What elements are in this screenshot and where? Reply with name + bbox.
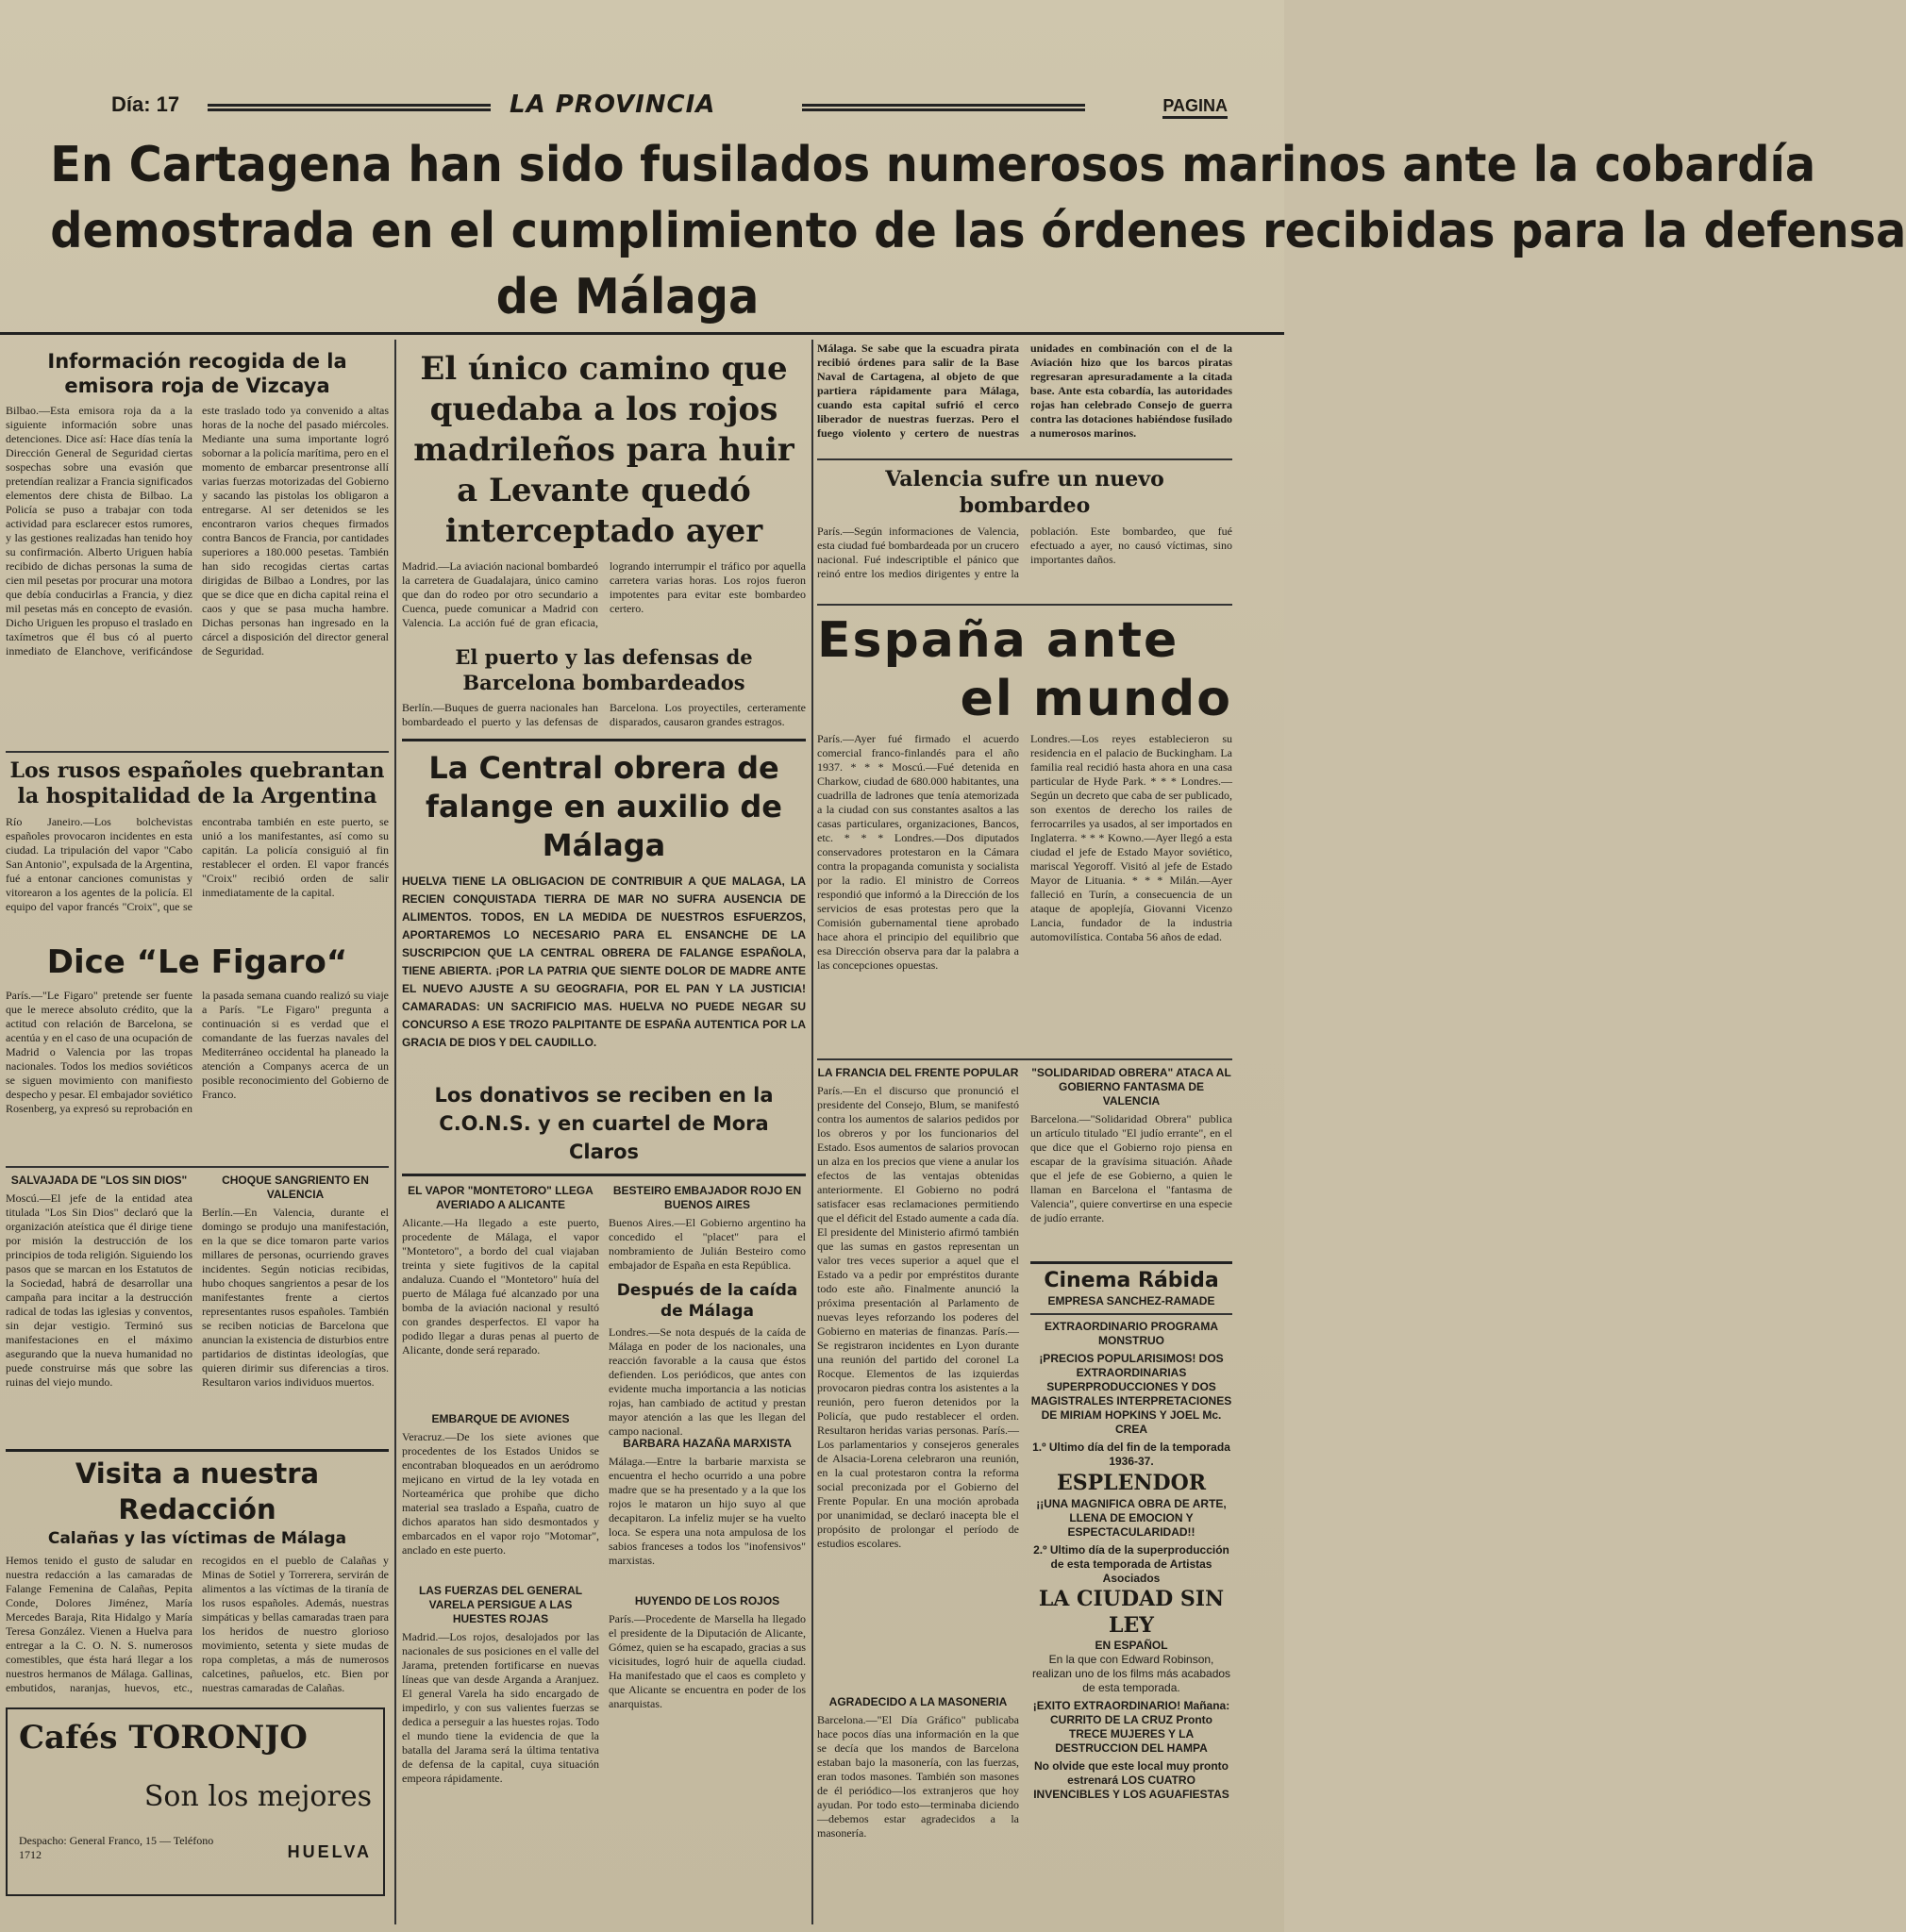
column-left (6, 349, 389, 1707)
caida-malaga-headline: Después de la caída de Málaga (616, 1281, 798, 1321)
figaro-body: París.—"Le Figaro" pretende ser fuente que le merece absoluto crédito, que la actitud con relación de Barcelona, se acentúa y en el caso de una ocupación de Madrid o Valencia por las tropas nacionales. Todos los medios soviéticos se siguen movimiento con manifiesto despecho y pesar. El embajador soviético Rosenberg, ya expresó su reprobación en la pasada semana cuando realizó su viaje a París. "Le Figaro" pregunta a continuación si es verdad que el comandante de las fuerzas navales del Mediterráneo occidental ha planeado la atención a Companys acerca de un posible reconocimiento del Gobierno de Franco. (6, 989, 389, 1115)
divider (6, 1449, 389, 1452)
column-divider-1 (394, 340, 396, 1924)
divider (817, 458, 1232, 460)
solidaridad-headline: "SOLIDARIDAD OBRERA" ATACA AL GOBIERNO FANTASMA DE VALENCIA (1031, 1066, 1231, 1108)
cinema-item-2: 2.º Ultimo día de la superproducción de esta temporada de Artistas Asociados (1033, 1543, 1229, 1585)
barbara-headline: BARBARA HAZAÑA MARXISTA (623, 1437, 792, 1450)
francia-body: París.—En el discurso que pronunció el presidente del Consejo, Blum, se manifestó contra los aumentos de salarios pedidos por los obreros y por los funcionarios del Estado. Esos aumentos de salarios provocan un alza en los precios que viene a anular los efectos de las ventajas obtenidas anteriormente. El Gobierno no podrá satisfacer esas reclamaciones permitiendo que el déficit del Estado aumente a cada día. El presidente del Ministerio afirmó también que las sumas en gastos representan un valor tres veces superior a aquel que el Estado va a pedir por empréstitos durante todo este año. Finalmente anunció la próxima presentación al Parlamento de nuevas leyes reforzando los poderes del Gobierno en materias de finanzas. París.—Se registraron incidentes en Lyon durante una reunión del partido del coronel La Rocque. Elementos de las izquierdas provocaron piedras contra los asistentes a la reunión, pero fueron detenidos por la Policía, que pudo restablecer el orden. Resultaron heridas varias personas. París.—Los parlamentarios y consejeros generales de Alsacia-Lorena celebraron una reunión, en la cual protestaron contra la reforma social preconizada por el Gobierno del Frente Popular. En una moción aprobada por unanimidad, se declaró inacepta ble el propósito de prolongar el período de estudios escolares. (817, 1084, 1019, 1550)
masthead (104, 91, 1228, 125)
film-esplendor-desc: ¡¡UNA MAGNIFICA OBRA DE ARTE, LLENA DE EMOCION Y ESPECTACULARIDAD!! (1036, 1497, 1227, 1539)
espana-mundo-body-right: Londres.—Los reyes establecieron su residencia en el palacio de Buckingham. La familia real recidió hasta ahora en una casa particular de Hyde Park. * * * Londres.—Según un decreto que caba de ser publicado, son exentos de derecho los railes de ferrocarriles ya usados, al ser importados en Inglaterra. * * * Kowno.—Ayer llegó a esta ciudad el jefe de Estado Mayor soviético, mariscal Yegoroff. Visitó al jefe de Estado Mayor de Lituania. * * * Milán.—Ayer falleció en Turín, a consecuencia de un ataque de apoplejía, Giovanni Vicenzo Lancia, fundador de la industria automovilística. Contaba 56 años de edad. (1030, 732, 1232, 943)
cinema-olvide: No olvide que este local muy pronto estrenará LOS CUATRO INVENCIBLES Y LOS AGUAFIESTAS (1033, 1759, 1229, 1801)
masoneria-headline: AGRADECIDO A LA MASONERIA (828, 1695, 1008, 1708)
center-subcolumn-left (402, 1184, 599, 1814)
divider (1030, 1261, 1232, 1264)
film-ciudad-lang: EN ESPAÑOL (1095, 1639, 1168, 1652)
divider (817, 604, 1232, 606)
vizcaya-body: Bilbao.—Esta emisora roja da a la siguiente información sobre unas detenciones. Dice así: Hace días tenía la Dirección General de Seguridad ciertas sospechas sobre una evasión que pretendían realizar a Francia significados elementos dere chista de Bilbao. La Policía se puso a trabajar con toda actividad para esclarecer estos rumores, y las gestiones realizadas han tenido hoy su confirmación. Alberto Uriguen había recibido de dichas personas la suma de cien mil pesetas por procurar una motora que debía conducirlas a Francia, y diez mil pesetas más en concepto de evasión. Dicho Uriguen les propuso el traslado en taxímetros que él bus có al puerto inmediato de Elanchove, verificándose este traslado todo ya convenido a altas horas de la noche del pasado miércoles. Mediante una suma importante logró sobornar a la policía marítima, pero en el momento de embarcar presentronse allí varias fuerzas motorizadas del Gobierno y sacando las pistolas los obligaron a entregarse. Al ser detenidos se les encontraron varios cheques firmados contra Bancos de Francia, por cantidades superiores a 180.000 pesetas. También han sido recogidas ciertas cartas dirigidas de Bilbao a Londres, por las que se dice que en dicha capital reina el caos y que se pasa mucha hambre. Dichas personas han ingresado en la cárcel a disposición del director general de Seguridad. (6, 404, 389, 658)
toronjo-slogan: Son los mejores (143, 1780, 372, 1813)
newspaper-title: LA PROVINCIA (510, 91, 716, 119)
cinema-ad (1030, 1268, 1232, 1802)
unico-camino-headline: El único camino que quedaba a los rojos madrileños para huir a Levante quedó interceptado ayer (413, 350, 794, 550)
toronjo-address: Despacho: General Franco, 15 — Teléfono 1712 (19, 1834, 214, 1861)
choque-body: Berlín.—En Valencia, durante el domingo se produjo una manifestación, en la que se dice tomaron parte varios millares de personas, ocurriendo graves incidentes. Según noticias recibidas, hubo choques sangrientos a pesar de los manifestantes frente a ciertos representantes rusos españoles. También se reciben noticias de Barcelona que anuncian la existencia de disturbios entre partidarios de distintas ideologías, que quieren dirimir sus diferencias a tiros. Resultaron varios individuos muertos. (202, 1206, 389, 1389)
aviones-headline: EMBARQUE DE AVIONES (431, 1412, 570, 1425)
espana-mundo-body-left: París.—Ayer fué firmado el acuerdo comercial franco-finlandés para el año 1937. * * * Moscú.—Fué detenida en Charkow, ciudad de 680.000 habitantes, una cuadrilla de ladrones que tenía atemorizada a la ciudad con sus constantes asaltos a las casas particulares, organizaciones, Bancos, etc. * * * Londres.—Dos diputados conservadores protestaron en la Cámara contra la propaganda comunista y socialista por la radio. El ministro de Correos respondió que informó a la Dirección de los servicios de esas protestas pero que la Comisión gubernamental tiene aprobado hace ahora el principio del equilibrio que esa Dirección observa para dar la palabra a las concepciones opuestas. (817, 732, 1019, 972)
column-right (817, 341, 1232, 1926)
cinema-programa: EXTRAORDINARIO PROGRAMA MONSTRUO (1044, 1320, 1218, 1347)
divider (1030, 1313, 1232, 1315)
film-ciudad-desc: En la que con Edward Robinson, realizan uno de los films más acabados de esta temporada. (1031, 1653, 1231, 1694)
headline-line-1: En Cartagena han sido fusilados numerosos marinos ante la cobardía (50, 137, 1816, 193)
masoneria-body: Barcelona.—"El Día Gráfico" publicaba hace pocos días una información en la que se decía que los mandos de Barcelona estaban bajo la masonería, con las fuerzas, eran todos masones. También son masones de él periódico—los extranjeros que hoy ayudan. Por todo esto—terminaba diciendo—debemos estar agradecidos a la masonería. (817, 1713, 1019, 1840)
cinema-item-1: 1.º Ultimo día del fin de la temporada 1936-37. (1032, 1441, 1230, 1468)
sin-dios-headline: SALVAJADA DE "LOS SIN DIOS" (10, 1174, 188, 1187)
cinema-precios: ¡PRECIOS POPULARISIMOS! DOS EXTRAORDINARIAS SUPERPRODUCCIONES Y DOS MAGISTRALES INTERPRETACIONES DE MIRIAM HOPKINS Y JOEL Mc. CREA (1030, 1352, 1232, 1436)
valencia-bombardeo-headline: Valencia sufre un nuevo bombardeo (885, 467, 1164, 518)
headline-line-2: demostrada en el cumplimiento de las órdenes recibidas para la defensa (50, 203, 1906, 259)
espana-mundo-headline-2: el mundo (960, 671, 1232, 727)
visita-headline: Visita a nuestra Redacción (75, 1457, 320, 1525)
divider (402, 739, 806, 741)
argentina-headline: Los rusos españoles quebrantan la hospitalidad de la Argentina (9, 758, 385, 808)
huyendo-body: París.—Procedente de Marsella ha llegado el presidente de la Diputación de Alicante, Gómez, quien se ha escapado, gracias a sus vicisitudes, logró huir de aquella ciudad. Ha manifestado que el caos es completo y que Alicante se encuentra en poder de los anarquistas. (609, 1612, 806, 1710)
center-subcolumns (402, 1184, 806, 1814)
masthead-rule-left (208, 104, 491, 111)
divider (817, 1058, 1232, 1060)
film-esplendor: ESPLENDOR (1056, 1471, 1207, 1495)
main-headline (50, 132, 1906, 330)
cartagena-continuation: Málaga. Se sabe que la escuadra pirata recibió órdenes para salir de la Base Naval de Cartagena, al objeto de que partiera rápidamente para Málaga, cuando esta capital sufrió el cerco liberador de nuestras fuerzas. Pero el fuego violento y certero de nuestras unidades en combinación con el de la Aviación hizo que los barcos piratas regresaran apresuradamente a la citada base. Ante esta cobardía, las autoridades rojas han celebrado Consejo de guerra contra las dotaciones habiéndose fusilado a numerosos marinos. (817, 341, 1232, 440)
barcelona-body: Berlín.—Buques de guerra nacionales han bombardeado el puerto y las defensas de Barcelona. Los proyectiles, certeramente disparados, causaron grandes estragos. (402, 701, 806, 728)
besteiro-body: Buenos Aires.—El Gobierno argentino ha concedido el "placet" para el nombramiento de Julián Besteiro como embajador de España en esta República. (609, 1216, 806, 1272)
figaro-headline: Dice “Le Figaro“ (46, 943, 348, 981)
visita-body: Hemos tenido el gusto de saludar en nuestra redacción a las camaradas de Falange Femenina de Calañas, Pepita Conde, Dolores Jiménez, María Mercedes Baraja, Rita Hidalgo y María Teresa González. Vienen a Huelva para entregar a la C. O. N. S. numerosos comestibles, que ésta hará llegar a los nuestros hermanos de Málaga. Gallinas, embutidos, naranjas, huevos, etc., recogidos en el pueblo de Calañas y Minas de Sotiel y Torrerera, servirán de alimentos a las víctimas de la tiranía de los rusos españoles. Además, nuestras simpáticas y bellas camaradas traen para los heridos de nuestro glorioso movimiento, setenta y siete mudas de ropa completas, a más de numerosos calcetines, pañuelos, etc. Bien por nuestras camaradas de Calañas. (6, 1554, 389, 1694)
montetoro-headline: EL VAPOR "MONTETORO" LLEGA AVERIADO A ALICANTE (408, 1184, 594, 1211)
headline-line-3: de Málaga (495, 269, 760, 325)
cinema-empresa: EMPRESA SANCHEZ-RAMADE (1047, 1294, 1215, 1307)
toronjo-ad (6, 1707, 385, 1896)
sin-dios-body: Moscú.—El jefe de la entidad atea titulada "Los Sin Dios" declaró que la organización ateística que él dirige tiene por misión la destrucción de los principios de toda religión. Siguiendo los pasos que se marcan en los Estatutos de la Sociedad, habrá de desarrollar una campaña para incitar a la destrucción radical de todas las iglesias y conventos, sin dejar vestigio. Terminó sus manifestaciones en el máximo asegurando que la nueva humanidad no puede construirse más que sobre las ruinas del viejo mundo. (6, 1191, 192, 1389)
central-obrera-body: HUELVA TIENE LA OBLIGACION DE CONTRIBUIR A QUE MALAGA, LA RECIEN CONQUISTADA TIERRA DE MAR NO SUFRA AUSENCIA DE ALIMENTOS. TODOS, EN LA MEDIDA DE NUESTROS ESFUERZOS, APORTAREMOS LO NECESARIO PARA EL ENSANCHE DE LA SUSCRIPCION QUE LA CENTRAL OBRERA DE FALANGE ESPAÑOLA, TIENE ABIERTA. ¡POR LA PATRIA QUE SIENTE DOLOR DE MADRE ANTE EL NUEVO AJUSTE A SU GEOGRAFIA, POR EL PAN Y LA JUSTICIA! CAMARADAS: UN SACRIFICIO MAS. HUELVA NO PUEDE NEGAR SU CONCURSO A ESE TROZO PALPITANTE DE ESPAÑA AUTENTICA POR LA GRACIA DE DIOS Y DEL CAUDILLO. (402, 874, 806, 1049)
varela-body: Madrid.—Los rojos, desalojados por las nacionales de sus posiciones en el valle del Jarama, pretenden fortificarse en nuevas líneas que van desde Arganda a Aranjuez. El general Varela ha sido encargado de impedirlo, y con sus valientes fuerzas se dedica a perseguir a las huestes rojas. Todo el mundo tiene la evidencia de que la batalla del Jarama será la última tentativa de defensa de la capital, cuya situación empeora rápidamente. (402, 1630, 599, 1785)
solidaridad-body: Barcelona.—"Solidaridad Obrera" publica un artículo titulado "El judío errante", en el que dice que el Gobierno rojo piensa en escapar de la gravísima situación. Añade que el jefe de ese Gobierno, a quien le llaman en Barcelona el "fantasma de Valencia", quiere convertirse en una especie de judío errante. (1030, 1112, 1232, 1224)
center-subcolumn-right (609, 1184, 806, 1814)
divider (402, 1174, 806, 1176)
twin-articles (6, 1174, 389, 1441)
divider (6, 751, 389, 753)
barbara-body: Málaga.—Entre la barbarie marxista se encuentra el hecho ocurrido a una pobre madre que se ha presentado y a la que los rojos le mataron un hijo suyo al que decapitaron. La infeliz mujer se ha vuelto loca. Se espera una nota ampulosa de los sabios franceses a todos los "inofensivos" marxistas. (609, 1455, 806, 1567)
headline-rule (0, 332, 1284, 335)
page-label: PAGINA (1162, 96, 1228, 119)
vizcaya-headline: Información recogida de la emisora roja de Vizcaya (47, 350, 347, 397)
choque-headline: CHOQUE SANGRIENTO EN VALENCIA (222, 1174, 369, 1201)
espana-mundo-columns (817, 732, 1232, 1053)
montetoro-body: Alicante.—Ha llegado a este puerto, procedente de Málaga, el vapor "Montetoro", a bordo del cual viajaban treinta y siete fugitivos de la capital andaluza. Cuando el "Montetoro" huía del puerto de Málaga fué alcanzado por una bomba de la aviación nacional y resultó con grandes desperfectos. El vapor ha podido llegar a duras penas al puerto de Alicante, donde será reparado. (402, 1216, 599, 1357)
film-ciudad-sin-ley: LA CIUDAD SIN LEY (1038, 1587, 1225, 1638)
masthead-rule-right (802, 104, 1085, 111)
valencia-bombardeo-body: París.—Según informaciones de Valencia, esta ciudad fué bombardeada por un crucero nacional. Fué indescriptible el pánico que reinó entre los medios dirigentes y entre la población. Este bombardeo, que fué efectuado a ayer, no causó víctimas, sino importantes daños. (817, 525, 1232, 580)
column-center (402, 349, 806, 1924)
huyendo-headline: HUYENDO DE LOS ROJOS (634, 1594, 780, 1607)
valencia-choque-article (202, 1174, 389, 1441)
right-subcolumn-left (817, 1066, 1019, 1855)
cinema-name: Cinema Rábida (1044, 1269, 1219, 1292)
date-label: Día: 17 (111, 92, 180, 116)
column-divider-2 (811, 340, 813, 1924)
cinema-manana: ¡EXITO EXTRAORDINARIO! Mañana: CURRITO DE LA CRUZ Pronto TRECE MUJERES Y LA DESTRUCCION DEL HAMPA (1032, 1699, 1230, 1755)
varela-headline: LAS FUERZAS DEL GENERAL VARELA PERSIGUE A LAS HUESTES ROJAS (418, 1584, 583, 1625)
besteiro-headline: BESTEIRO EMBAJADOR ROJO EN BUENOS AIRES (612, 1184, 802, 1211)
unico-camino-body: Madrid.—La aviación nacional bombardeó la carretera de Guadalajara, único camino que dan do rodeo por otro secundario a Cuenca, puede comunicar a Madrid con Valencia. La acción fué de gran eficacia, logrando interrumpir el tráfico por aquella carretera varias horas. Los rojos fueron impotentes para evitar este bombardeo certero. (402, 559, 806, 629)
francia-headline: LA FRANCIA DEL FRENTE POPULAR (817, 1066, 1019, 1079)
right-subcolumn-right (1030, 1066, 1232, 1855)
visita-subheadline: Calañas y las víctimas de Málaga (47, 1529, 347, 1548)
divider (6, 1166, 389, 1168)
right-subcolumns (817, 1066, 1232, 1855)
barcelona-headline: El puerto y las defensas de Barcelona bombardeados (455, 645, 753, 694)
donativos-headline: Los donativos se reciben en la C.O.N.S. y en cuartel de Mora Claros (434, 1084, 774, 1163)
espana-mundo-headline-1: España ante (817, 612, 1179, 669)
aviones-body: Veracruz.—De los siete aviones que procedentes de los Estados Unidos se encontraban bloqueados en un aeródromo mejicano en virtud de la ley votada en Norteamérica que prohibe que dicho material sea traslado a España, cuatro de dichos aparatos han sido desmontados y embarcados en el vapor rojo "Motomar", anclado en este puerto. (402, 1430, 599, 1557)
toronjo-brand: Cafés TORONJO (19, 1719, 308, 1757)
central-obrera-headline: La Central obrera de falange en auxilio de Málaga (426, 750, 782, 863)
toronjo-city: HUELVA (287, 1842, 372, 1861)
caida-malaga-body: Londres.—Se nota después de la caída de Málaga en poder de los nacionales, una reacción favorable a la causa que éstos defienden. Los periódicos, que antes con evidente mucha importancia a las noticias rojas, han cambiado de actitud y prestan mayor atención a las que les llegan del campo nacional. (609, 1325, 806, 1438)
sin-dios-article (6, 1174, 192, 1441)
argentina-body: Río Janeiro.—Los bolchevistas españoles provocaron incidentes en esta ciudad. La tripulación del vapor "Cabo San Antonio", expulsada de la Argentina, fué a entonar canciones comunistas y vitorearon a los agentes de la policía. El equipo del vapor francés "Croix", que se encontraba también en este puerto, se unió a los manifestantes, así como su capitán. La policía consiguió al fin restablecer el orden. El vapor francés "Croix" recibió orden de salir inmediatamente de la capital. (6, 815, 389, 913)
